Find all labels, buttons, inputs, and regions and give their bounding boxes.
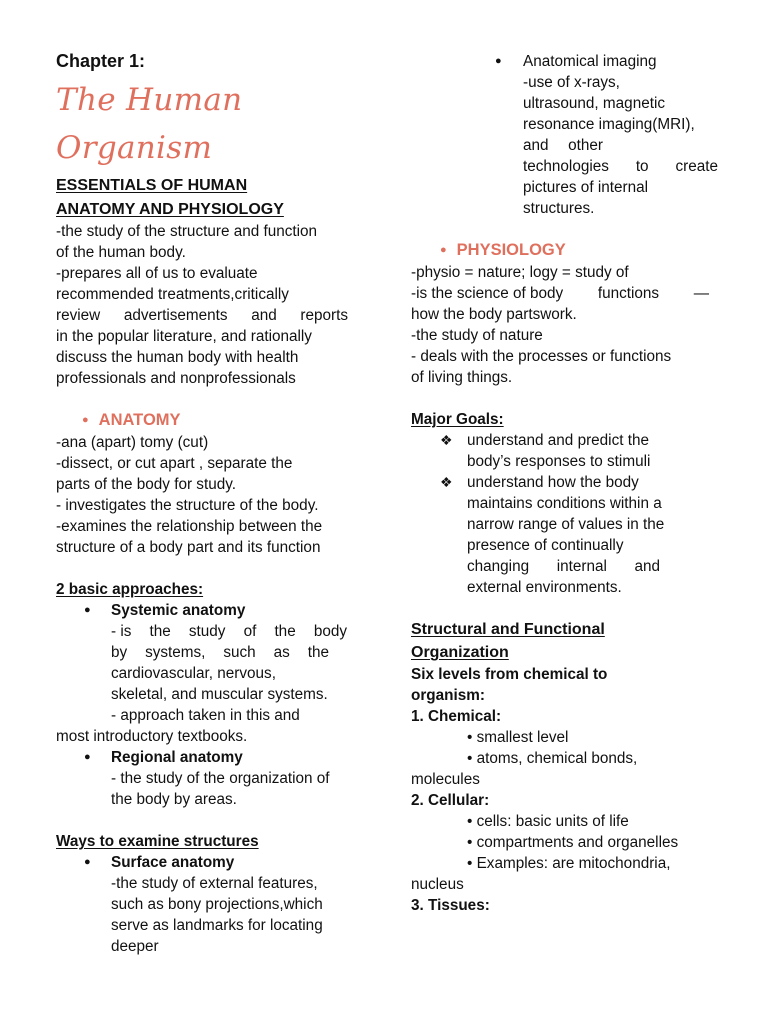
goal-line-justified xyxy=(467,556,660,577)
anatomy-heading-text: ANATOMY xyxy=(98,411,181,429)
tissues-label: 3. Tissues: xyxy=(411,897,490,914)
bullet-icon: ● xyxy=(495,55,502,67)
physiology-line: of living things. xyxy=(411,369,513,386)
imaging-line: pictures of internal xyxy=(523,179,648,196)
systemic-word: - is xyxy=(111,623,132,640)
physiology-word: -is the science of body xyxy=(411,285,564,302)
systemic-line: skeletal, and muscular systems. xyxy=(111,686,328,703)
surface-label: Surface anatomy xyxy=(111,854,235,871)
systemic-line: cardiovascular, nervous, xyxy=(111,665,276,682)
imaging-word: to xyxy=(635,158,649,175)
goal-word: internal xyxy=(556,558,607,575)
physiology-line: -physio = nature; logy = study of xyxy=(411,264,629,281)
goal-line: understand and predict the xyxy=(467,432,649,449)
anatomy-line: -dissect, or cut apart , separate the xyxy=(56,455,293,472)
systemic-word: by xyxy=(111,644,128,661)
systemic-word: the xyxy=(274,623,296,640)
diamond-icon: ❖ xyxy=(440,432,453,448)
imaging-line-justified xyxy=(523,135,603,156)
bullet-icon: ● xyxy=(84,856,91,868)
systemic-word: the xyxy=(149,623,171,640)
bullet-icon: ● xyxy=(84,604,91,616)
physiology-line: how the body partswork. xyxy=(411,306,577,323)
imaging-line: ultrasound, magnetic xyxy=(523,95,666,112)
cellular-item: • Examples: are mitochondria, xyxy=(467,855,671,872)
systemic-label: Systemic anatomy xyxy=(111,602,246,619)
intro-line: -prepares all of us to evaluate xyxy=(56,265,258,282)
imaging-word: create xyxy=(675,158,718,175)
goal-line: maintains conditions within a xyxy=(467,495,662,512)
imaging-line-justified xyxy=(523,156,718,177)
imaging-line: resonance imaging(MRI), xyxy=(523,116,695,133)
systemic-line-justified xyxy=(111,621,347,642)
goal-line: presence of continually xyxy=(467,537,624,554)
systemic-line-justified xyxy=(111,642,329,663)
imaging-line: Anatomical imaging xyxy=(523,53,657,70)
physiology-heading-text: PHYSIOLOGY xyxy=(456,241,566,259)
regional-line: - the study of the organization of xyxy=(111,770,330,787)
structural-heading-line1: Structural and Functional xyxy=(411,621,605,638)
page-title-line2: Organism xyxy=(56,130,213,166)
cellular-item: • compartments and organelles xyxy=(467,834,679,851)
intro-line: -the study of the structure and function xyxy=(56,223,318,240)
chemical-label: 1. Chemical: xyxy=(411,708,502,725)
surface-line: such as bony projections,which xyxy=(111,896,323,913)
surface-line: deeper xyxy=(111,938,159,955)
ways-heading: Ways to examine structures xyxy=(56,833,259,850)
systemic-word: study xyxy=(188,623,226,640)
surface-line: -the study of external features, xyxy=(111,875,318,892)
physiology-line-justified xyxy=(411,283,709,304)
intro-line: professionals and nonprofessionals xyxy=(56,370,296,387)
approaches-heading: 2 basic approaches: xyxy=(56,581,204,598)
chemical-item: • smallest level xyxy=(467,729,569,746)
intro-word: advertisements xyxy=(123,307,228,324)
bullet-icon: ● xyxy=(84,751,91,763)
bullet-icon: ● xyxy=(440,244,447,256)
goal-line: understand how the body xyxy=(467,474,639,491)
physiology-word: functions xyxy=(597,285,660,302)
physiology-word: — xyxy=(693,285,709,302)
intro-line: discuss the human body with health xyxy=(56,349,299,366)
six-levels-line: Six levels from chemical to xyxy=(411,666,608,683)
diamond-icon: ❖ xyxy=(440,474,453,490)
intro-word: reports xyxy=(300,307,348,324)
systemic-word: of xyxy=(243,623,257,640)
intro-line-justified xyxy=(56,305,348,326)
regional-label: Regional anatomy xyxy=(111,749,243,766)
chemical-tail: molecules xyxy=(411,771,480,788)
intro-word: review xyxy=(56,307,101,324)
physiology-line: - deals with the processes or functions xyxy=(411,348,672,365)
goal-line: narrow range of values in the xyxy=(467,516,665,533)
systemic-word: the xyxy=(307,644,329,661)
systemic-word: systems, xyxy=(145,644,206,661)
systemic-tail: most introductory textbooks. xyxy=(56,728,248,745)
systemic-word: body xyxy=(313,623,347,640)
systemic-word: such xyxy=(223,644,256,661)
intro-line: of the human body. xyxy=(56,244,186,261)
goal-word: changing xyxy=(467,558,530,575)
cellular-item: • cells: basic units of life xyxy=(467,813,629,830)
systemic-word: as xyxy=(273,644,290,661)
anatomy-line: parts of the body for study. xyxy=(56,476,236,493)
imaging-word: technologies xyxy=(523,158,609,175)
structural-heading-line2: Organization xyxy=(411,644,509,661)
six-levels-line: organism: xyxy=(411,687,485,704)
physiology-line: -the study of nature xyxy=(411,327,543,344)
anatomy-line: structure of a body part and its function xyxy=(56,539,321,556)
page-title-line1: The Human xyxy=(56,82,243,118)
goal-line: external environments. xyxy=(467,579,622,596)
physiology-heading xyxy=(440,240,566,261)
anatomy-line: -ana (apart) tomy (cut) xyxy=(56,434,209,451)
chapter-label: Chapter 1: xyxy=(56,51,146,71)
imaging-word: and xyxy=(523,137,549,154)
chemical-item: • atoms, chemical bonds, xyxy=(467,750,638,767)
goal-line: body’s responses to stimuli xyxy=(467,453,651,470)
cellular-tail: nucleus xyxy=(411,876,464,893)
anatomy-line: -examines the relationship between the xyxy=(56,518,323,535)
regional-line: the body by areas. xyxy=(111,791,237,808)
intro-line: recommended treatments,critically xyxy=(56,286,289,303)
imaging-line: -use of x-rays, xyxy=(523,74,620,91)
surface-line: serve as landmarks for locating xyxy=(111,917,323,934)
essentials-heading-line1: ESSENTIALS OF HUMAN xyxy=(56,177,248,194)
goal-word: and xyxy=(634,558,660,575)
goals-heading: Major Goals: xyxy=(411,411,504,428)
anatomy-heading xyxy=(82,410,181,431)
intro-line: in the popular literature, and rationally xyxy=(56,328,312,345)
cellular-label: 2. Cellular: xyxy=(411,792,490,809)
imaging-line: structures. xyxy=(523,200,595,217)
anatomy-line: - investigates the structure of the body. xyxy=(56,497,319,514)
intro-word: and xyxy=(251,307,277,324)
essentials-heading-line2: ANATOMY AND PHYSIOLOGY xyxy=(56,201,284,218)
systemic-line: - approach taken in this and xyxy=(111,707,300,724)
imaging-word: other xyxy=(568,137,603,154)
bullet-icon: ● xyxy=(82,414,89,426)
